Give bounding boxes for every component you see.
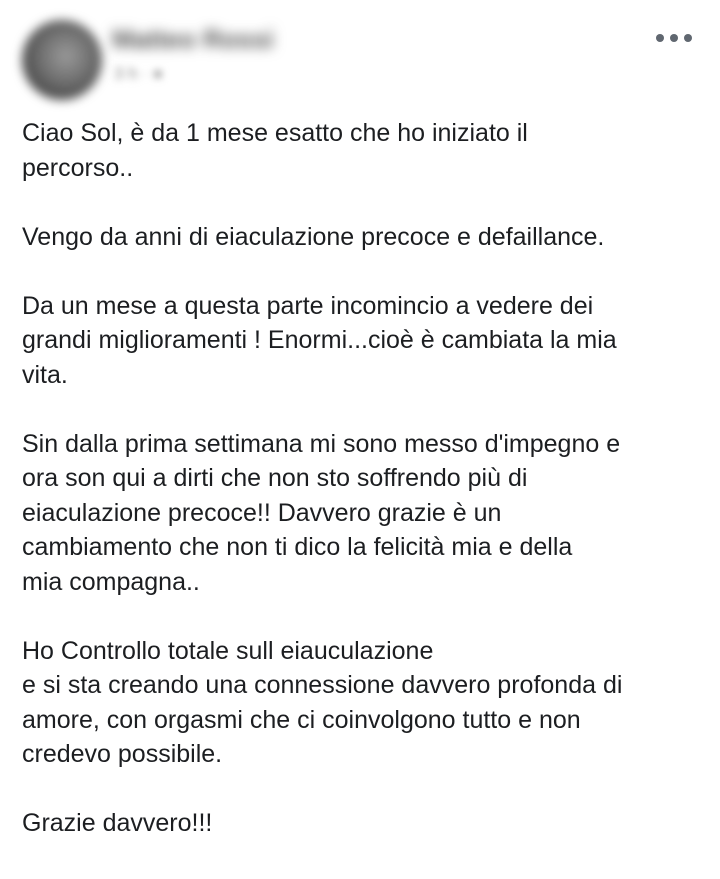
author-name[interactable]: Matteo Rossi	[112, 24, 274, 54]
paragraph	[22, 116, 702, 185]
text-line: mia compagna..	[22, 567, 200, 596]
post-time: 3 h ·	[114, 64, 153, 83]
text-line: Sin dalla prima settimana mi sono messo d'impegno e	[22, 429, 621, 458]
paragraph	[22, 220, 702, 255]
more-horizontal-icon	[684, 34, 692, 42]
text-line: e si sta creando una connessione davvero profonda di	[22, 671, 623, 699]
text-line: ora son qui a dirti che non sto soffrendo più di	[22, 464, 528, 492]
post-text	[22, 116, 702, 841]
text-line: vita.	[22, 360, 68, 389]
more-horizontal-icon	[670, 34, 678, 42]
globe-icon: ●	[152, 64, 164, 83]
post-timestamp[interactable]	[114, 64, 163, 84]
text-line: Grazie davvero!!!	[22, 809, 213, 837]
text-line: percorso..	[22, 153, 134, 182]
post-header	[0, 0, 720, 110]
text-line: eiaculazione precoce!! Davvero grazie è un	[22, 498, 502, 527]
text-line: Da un mese a questa parte incomincio a vedere dei	[22, 291, 594, 320]
paragraph	[22, 427, 702, 600]
text-line: Ciao Sol, è da 1 mese esatto che ho iniziato il	[22, 119, 528, 147]
more-options-button[interactable]	[656, 26, 692, 50]
paragraph	[22, 806, 702, 841]
text-line: credevo possibile.	[22, 740, 223, 768]
text-line: Ho Controllo totale sull eiauculazione	[22, 636, 434, 665]
more-horizontal-icon	[656, 34, 664, 42]
paragraph	[22, 289, 702, 393]
author-avatar[interactable]	[22, 20, 102, 100]
text-line: cambiamento che non ti dico la felicità mia e della	[22, 533, 573, 561]
text-line: amore, con orgasmi che ci coinvolgono tutto e non	[22, 705, 581, 734]
text-line: grandi miglioramenti ! Enormi...cioè è cambiata la mia	[22, 326, 617, 354]
paragraph	[22, 634, 702, 772]
text-line: Vengo da anni di eiaculazione precoce e defaillance.	[22, 222, 605, 251]
